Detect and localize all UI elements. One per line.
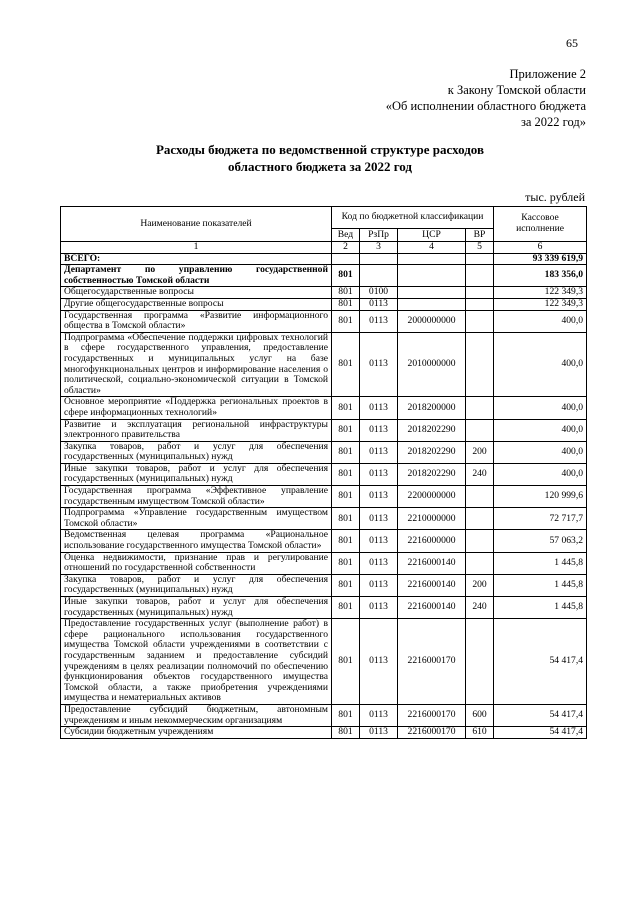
- row-csr: 2018202290: [398, 441, 466, 463]
- row-rzpr: 0113: [360, 332, 398, 397]
- page-number: 65: [566, 36, 578, 50]
- row-ved: 801: [332, 463, 360, 485]
- table-row: [61, 253, 587, 265]
- appendix-line: к Закону Томской области: [447, 83, 586, 97]
- row-rzpr: 0113: [360, 552, 398, 574]
- row-rzpr: 0113: [360, 310, 398, 332]
- row-vr: [466, 619, 494, 705]
- row-ved: 801: [332, 727, 360, 739]
- row-rzpr: 0113: [360, 397, 398, 419]
- row-amount: 93 339 619,9: [494, 253, 587, 265]
- row-amount: 54 417,4: [494, 619, 587, 705]
- row-ved: 801: [332, 704, 360, 726]
- row-vr: 610: [466, 727, 494, 739]
- table-row: [61, 310, 587, 332]
- row-rzpr: 0100: [360, 287, 398, 299]
- row-name: Общегосударственные вопросы: [61, 287, 332, 299]
- row-rzpr: [360, 253, 398, 265]
- row-ved: 801: [332, 287, 360, 299]
- row-amount: 183 356,0: [494, 265, 587, 287]
- table-row: [61, 704, 587, 726]
- row-vr: [466, 310, 494, 332]
- row-rzpr: 0113: [360, 419, 398, 441]
- row-ved: [332, 253, 360, 265]
- table-row: [61, 287, 587, 299]
- row-name: Развитие и эксплуатация региональной инфраструктуры электронного правительства: [61, 419, 332, 441]
- row-csr: 2018202290: [398, 463, 466, 485]
- header-amount: Кассовое исполнение: [494, 207, 587, 242]
- row-amount: 400,0: [494, 419, 587, 441]
- row-name: Государственная программа «Эффективное управление государственным имуществом Томской области»: [61, 486, 332, 508]
- table-row: [61, 552, 587, 574]
- row-ved: 801: [332, 397, 360, 419]
- row-amount: 400,0: [494, 332, 587, 397]
- row-name: Иные закупки товаров, работ и услуг для обеспечения государственных (муниципальных) нужд: [61, 597, 332, 619]
- row-rzpr: 0113: [360, 298, 398, 310]
- table-row: [61, 508, 587, 530]
- row-csr: [398, 298, 466, 310]
- row-csr: 2216000000: [398, 530, 466, 552]
- row-vr: [466, 552, 494, 574]
- row-name: Иные закупки товаров, работ и услуг для обеспечения государственных (муниципальных) нужд: [61, 463, 332, 485]
- row-csr: 2216000170: [398, 704, 466, 726]
- row-amount: 400,0: [494, 310, 587, 332]
- table-row: [61, 486, 587, 508]
- row-name: Ведомственная целевая программа «Рациональное использование государственного имущества Томской области»: [61, 530, 332, 552]
- row-ved: 801: [332, 486, 360, 508]
- header-name: Наименование показателей: [61, 207, 332, 242]
- row-csr: 2000000000: [398, 310, 466, 332]
- row-amount: 54 417,4: [494, 727, 587, 739]
- row-rzpr: 0113: [360, 530, 398, 552]
- row-name: Закупка товаров, работ и услуг для обеспечения государственных (муниципальных) нужд: [61, 441, 332, 463]
- row-name: Основное мероприятие «Поддержка региональных проектов в сфере информационных технологий»: [61, 397, 332, 419]
- units-label: тыс. рублей: [525, 190, 585, 204]
- title-line: областного бюджета за 2022 год: [227, 159, 413, 174]
- row-name: Закупка товаров, работ и услуг для обеспечения государственных (муниципальных) нужд: [61, 574, 332, 596]
- header-classification: Код по бюджетной классификации: [332, 207, 494, 229]
- column-number-row: [61, 242, 587, 254]
- row-ved: 801: [332, 298, 360, 310]
- row-csr: [398, 265, 466, 287]
- row-vr: [466, 287, 494, 299]
- row-vr: [466, 332, 494, 397]
- row-name: Подпрограмма «Управление государственным имуществом Томской области»: [61, 508, 332, 530]
- column-number: 3: [360, 242, 398, 254]
- row-vr: [466, 486, 494, 508]
- row-ved: 801: [332, 597, 360, 619]
- table-row: [61, 619, 587, 705]
- column-number: 5: [466, 242, 494, 254]
- row-amount: 1 445,8: [494, 552, 587, 574]
- appendix-line: за 2022 год»: [520, 115, 586, 129]
- table-row: [61, 574, 587, 596]
- row-name: Департамент по управлению государственной собственностью Томской области: [61, 265, 332, 287]
- row-vr: 200: [466, 441, 494, 463]
- row-vr: 600: [466, 704, 494, 726]
- row-name: Субсидии бюджетным учреждениям: [61, 727, 332, 739]
- table-row: [61, 441, 587, 463]
- row-amount: 57 063,2: [494, 530, 587, 552]
- row-csr: 2216000140: [398, 597, 466, 619]
- table-row: [61, 265, 587, 287]
- row-rzpr: 0113: [360, 597, 398, 619]
- row-ved: 801: [332, 574, 360, 596]
- row-csr: 2216000140: [398, 552, 466, 574]
- row-vr: [466, 397, 494, 419]
- row-rzpr: 0113: [360, 508, 398, 530]
- row-name: Предоставление государственных услуг (выполнение работ) в сфере рационального использования государственного имущества Томской области учреждениями в соответствии с государственным заданием и предоставление субсидий учреждениям в целях реализации полномочий по обеспечению функционирования объектов государственного имущества Томской области, а также приобретения учреждениями имущества и нематериальных активов: [61, 619, 332, 705]
- header-rzpr: РзПр: [360, 229, 398, 242]
- row-rzpr: 0113: [360, 704, 398, 726]
- header-ved: Вед: [332, 229, 360, 242]
- row-vr: [466, 253, 494, 265]
- row-name: Подпрограмма «Обеспечение поддержки цифровых технологий в сфере государственного управления, предоставление государственных и муниципальных услуг на базе многофункциональных центров и информирование населения о политической, социально-экономической ситуации в Томской области»: [61, 332, 332, 397]
- column-number: 1: [61, 242, 332, 254]
- appendix-line: «Об исполнении областного бюджета: [385, 99, 586, 113]
- table-row: [61, 597, 587, 619]
- table-row: [61, 332, 587, 397]
- row-name: ВСЕГО:: [61, 253, 332, 265]
- row-csr: 2216000140: [398, 574, 466, 596]
- appendix-block: [286, 66, 586, 130]
- row-rzpr: 0113: [360, 463, 398, 485]
- row-ved: 801: [332, 310, 360, 332]
- column-number: 6: [494, 242, 587, 254]
- row-vr: 200: [466, 574, 494, 596]
- row-ved: 801: [332, 508, 360, 530]
- row-csr: [398, 253, 466, 265]
- row-amount: 1 445,8: [494, 574, 587, 596]
- row-amount: 1 445,8: [494, 597, 587, 619]
- row-amount: 54 417,4: [494, 704, 587, 726]
- header-row: [61, 207, 587, 229]
- row-ved: 801: [332, 619, 360, 705]
- row-amount: 400,0: [494, 463, 587, 485]
- expenditure-table: [60, 206, 587, 739]
- row-csr: 2200000000: [398, 486, 466, 508]
- document-title: [0, 141, 640, 175]
- table-row: [61, 419, 587, 441]
- row-amount: 72 717,7: [494, 508, 587, 530]
- table-row: [61, 397, 587, 419]
- row-rzpr: 0113: [360, 619, 398, 705]
- row-amount: 400,0: [494, 441, 587, 463]
- column-number: 2: [332, 242, 360, 254]
- row-vr: [466, 508, 494, 530]
- row-amount: 400,0: [494, 397, 587, 419]
- row-name: Государственная программа «Развитие информационного общества в Томской области»: [61, 310, 332, 332]
- row-vr: [466, 298, 494, 310]
- row-amount: 122 349,3: [494, 287, 587, 299]
- row-rzpr: 0113: [360, 574, 398, 596]
- row-rzpr: 0113: [360, 441, 398, 463]
- row-ved: 801: [332, 441, 360, 463]
- row-csr: 2018200000: [398, 397, 466, 419]
- row-name: Оценка недвижимости, признание прав и регулирование отношений по государственной собственности: [61, 552, 332, 574]
- row-ved: 801: [332, 530, 360, 552]
- table-row: [61, 463, 587, 485]
- header-vr: ВР: [466, 229, 494, 242]
- table-row: [61, 530, 587, 552]
- row-vr: 240: [466, 463, 494, 485]
- column-number: 4: [398, 242, 466, 254]
- row-ved: 801: [332, 552, 360, 574]
- row-csr: [398, 287, 466, 299]
- row-csr: 2018202290: [398, 419, 466, 441]
- row-ved: 801: [332, 419, 360, 441]
- row-name: Предоставление субсидий бюджетным, автономным учреждениям и иным некоммерческим организациям: [61, 704, 332, 726]
- header-csr: ЦСР: [398, 229, 466, 242]
- row-csr: 2216000170: [398, 619, 466, 705]
- row-csr: 2210000000: [398, 508, 466, 530]
- row-vr: [466, 530, 494, 552]
- row-amount: 122 349,3: [494, 298, 587, 310]
- row-ved: 801: [332, 332, 360, 397]
- row-amount: 120 999,6: [494, 486, 587, 508]
- table-row: [61, 727, 587, 739]
- row-csr: 2010000000: [398, 332, 466, 397]
- row-csr: 2216000170: [398, 727, 466, 739]
- title-line: Расходы бюджета по ведомственной структуре расходов: [155, 142, 484, 157]
- row-vr: [466, 265, 494, 287]
- row-name: Другие общегосударственные вопросы: [61, 298, 332, 310]
- row-rzpr: 0113: [360, 486, 398, 508]
- row-vr: 240: [466, 597, 494, 619]
- row-vr: [466, 419, 494, 441]
- row-rzpr: [360, 265, 398, 287]
- table-row: [61, 298, 587, 310]
- appendix-line: Приложение 2: [509, 67, 586, 81]
- row-rzpr: 0113: [360, 727, 398, 739]
- row-ved: 801: [332, 265, 360, 287]
